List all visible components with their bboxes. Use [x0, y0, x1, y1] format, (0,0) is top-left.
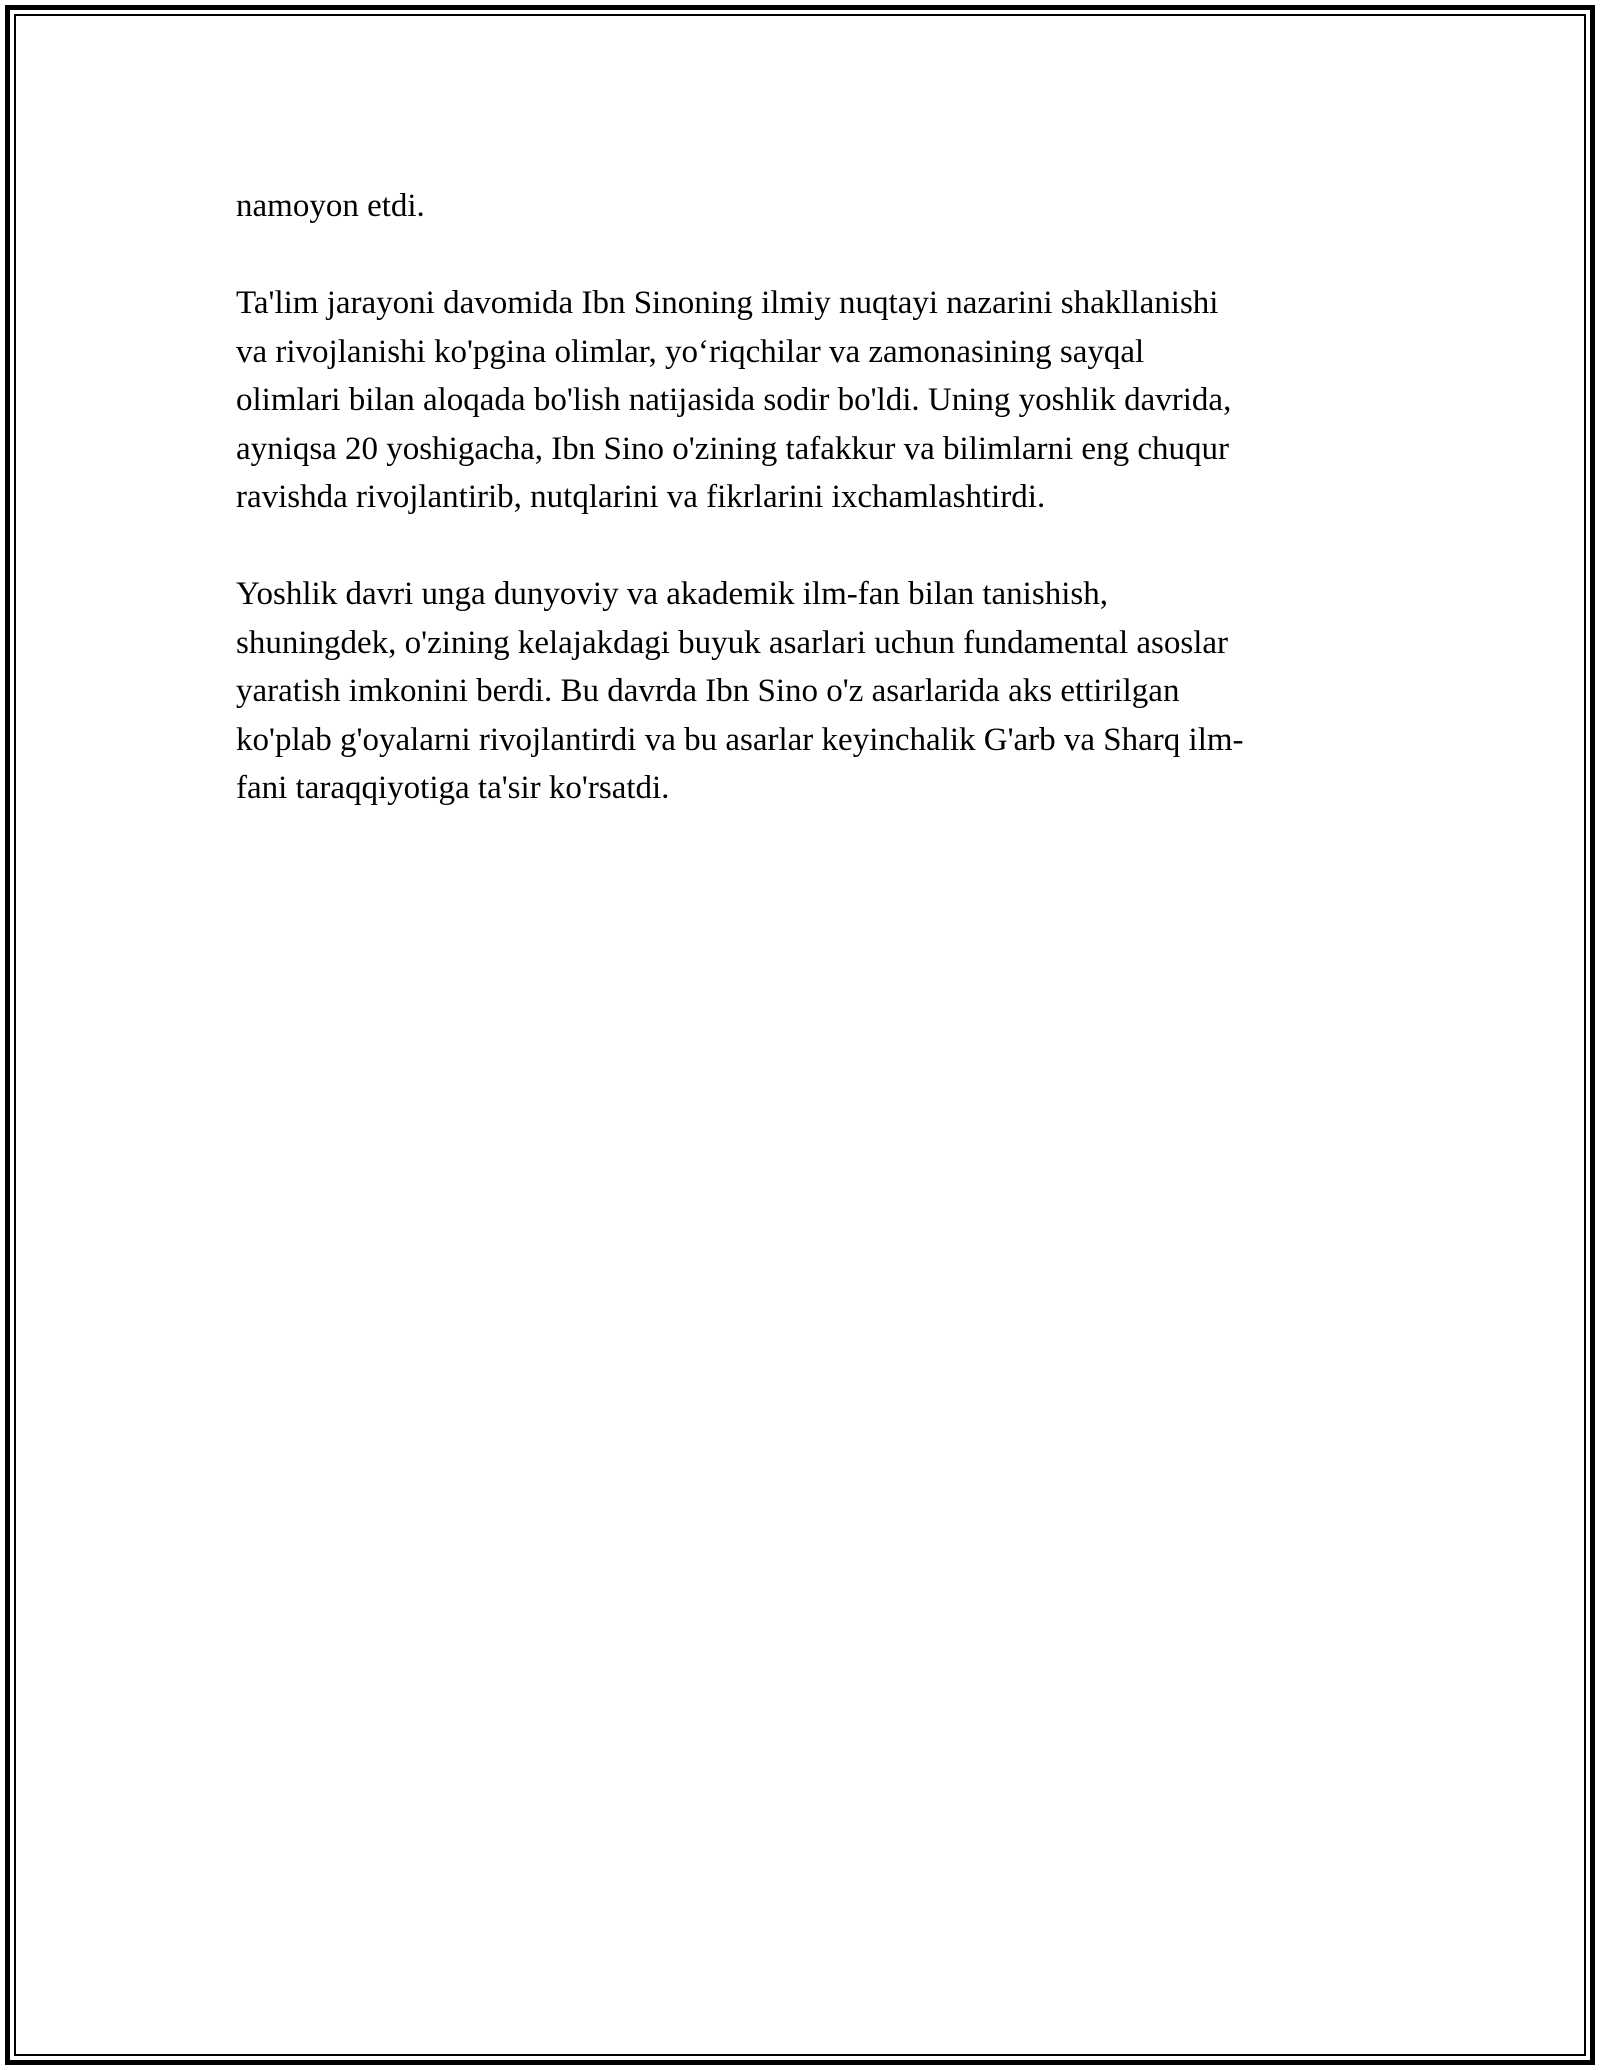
text-line: shuningdek, o'zining kelajakdagi buyuk asarlari uchun fundamental asoslar: [236, 624, 1228, 661]
paragraph-2: [236, 279, 1366, 522]
text-line: ravishda rivojlantirib, nutqlarini va fikrlarini ixchamlashtirdi.: [236, 479, 1046, 515]
text-line: va rivojlanishi ko'pgina olimlar, yo‘riqchilar va zamonasining sayqal: [236, 333, 1145, 370]
document-body: [236, 182, 1366, 861]
text-line: ko'plab g'oyalarni rivojlantirdi va bu asarlar keyinchalik G'arb va Sharq ilm-: [236, 721, 1244, 758]
text-line: fani taraqqiyotiga ta'sir ko'rsatdi.: [236, 770, 670, 806]
text-line: Ta'lim jarayoni davomida Ibn Sinoning ilmiy nuqtayi nazarini shakllanishi: [236, 285, 1219, 321]
paragraph-3: [236, 570, 1366, 813]
text-line: ayniqsa 20 yoshigacha, Ibn Sino o'zining tafakkur va bilimlarni eng chuqur: [236, 430, 1229, 467]
text-line: Yoshlik davri unga dunyoviy va akademik ilm-fan bilan tanishish,: [236, 576, 1108, 612]
text-line: olimlari bilan aloqada bo'lish natijasida sodir bo'ldi. Uning yoshlik davrida,: [236, 382, 1232, 418]
paragraph-1: [236, 182, 1366, 231]
text-line: yaratish imkonini berdi. Bu davrda Ibn Sino o'z asarlarida aks ettirilgan: [236, 673, 1180, 709]
text-line: namoyon etdi.: [236, 188, 425, 224]
